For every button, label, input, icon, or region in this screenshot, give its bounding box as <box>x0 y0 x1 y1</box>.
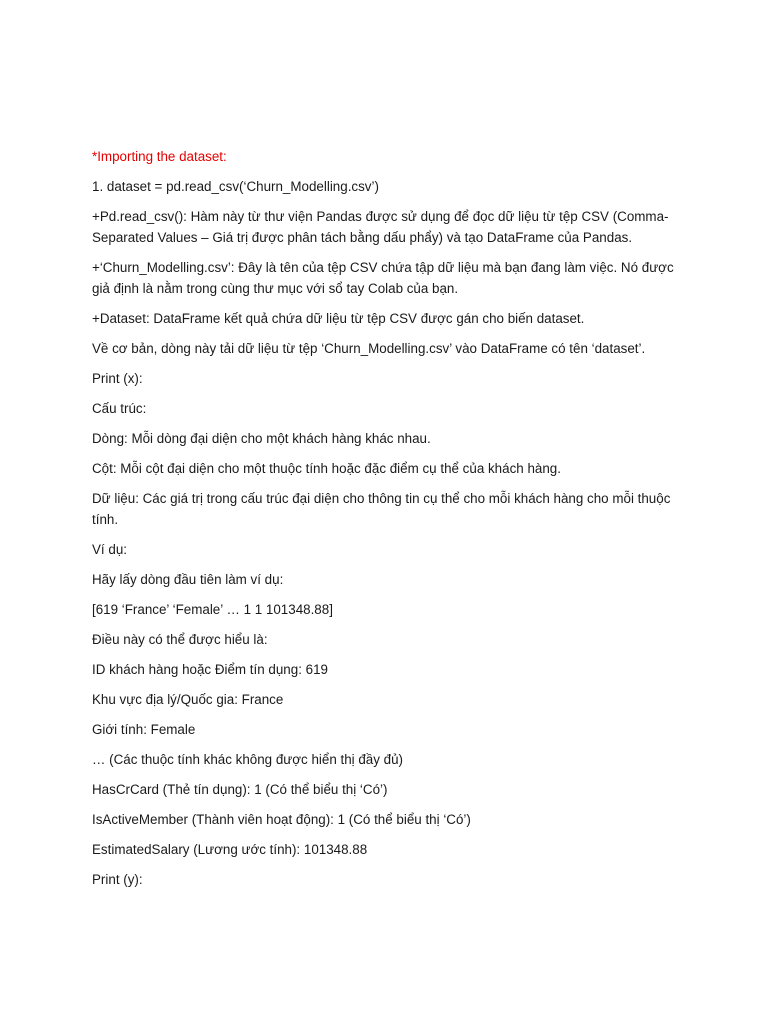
paragraph-filename: +‘Churn_Modelling.csv’: Đây là tên của tệp CSV chứa tập dữ liệu mà bạn đang làm việc. Nó được giả định là nằm trong cùng thư mục với sổ tay Colab của bạn. <box>92 260 674 296</box>
paragraph-example: Ví dụ: <box>92 542 127 557</box>
paragraph-print-y: Print (y): <box>92 872 143 887</box>
paragraph-structure: Cấu trúc: <box>92 401 147 416</box>
paragraph-gender: Giới tính: Female <box>92 722 196 737</box>
paragraph-row-values: [619 ‘France’ ‘Female’ … 1 1 101348.88] <box>92 602 333 617</box>
paragraph-read-csv: +Pd.read_csv(): Hàm này từ thư viện Pandas được sử dụng để đọc dữ liệu từ tệp CSV (Comma-Separated Values – Giá trị được phân tách bằng dấu phẩy) và tạo DataFrame của Pandas. <box>92 209 669 245</box>
paragraph-dataset-var: +Dataset: DataFrame kết quả chứa dữ liệu từ tệp CSV được gán cho biến dataset. <box>92 311 585 326</box>
paragraph-print-x: Print (x): <box>92 371 143 386</box>
paragraph-estimated-salary: EstimatedSalary (Lương ước tính): 101348.88 <box>92 842 368 857</box>
document-body <box>92 146 692 899</box>
paragraph-code-line: 1. dataset = pd.read_csv(‘Churn_Modelling.csv’) <box>92 179 379 194</box>
paragraph-columns: Cột: Mỗi cột đại diện cho một thuộc tính hoặc đặc điểm cụ thể của khách hàng. <box>92 461 561 476</box>
paragraph-first-row: Hãy lấy dòng đầu tiên làm ví dụ: <box>92 572 284 587</box>
paragraph-has-cr-card: HasCrCard (Thẻ tín dụng): 1 (Có thể biểu thị ‘Có’) <box>92 782 388 797</box>
paragraph-geography: Khu vực địa lý/Quốc gia: France <box>92 692 284 707</box>
section-heading: *Importing the dataset: <box>92 149 227 164</box>
paragraph-credit-score: ID khách hàng hoặc Điểm tín dụng: 619 <box>92 662 328 677</box>
paragraph-other-attributes: … (Các thuộc tính khác không được hiển thị đầy đủ) <box>92 752 404 767</box>
paragraph-summary: Về cơ bản, dòng này tải dữ liệu từ tệp ‘Churn_Modelling.csv’ vào DataFrame có tên ‘dataset’. <box>92 341 646 356</box>
paragraph-is-active-member: IsActiveMember (Thành viên hoạt động): 1 (Có thể biểu thị ‘Có’) <box>92 812 471 827</box>
paragraph-data: Dữ liệu: Các giá trị trong cấu trúc đại diện cho thông tin cụ thể cho mỗi khách hàng cho mỗi thuộc tính. <box>92 491 671 527</box>
paragraph-rows: Dòng: Mỗi dòng đại diện cho một khách hàng khác nhau. <box>92 431 431 446</box>
paragraph-interpretation: Điều này có thể được hiểu là: <box>92 632 268 647</box>
